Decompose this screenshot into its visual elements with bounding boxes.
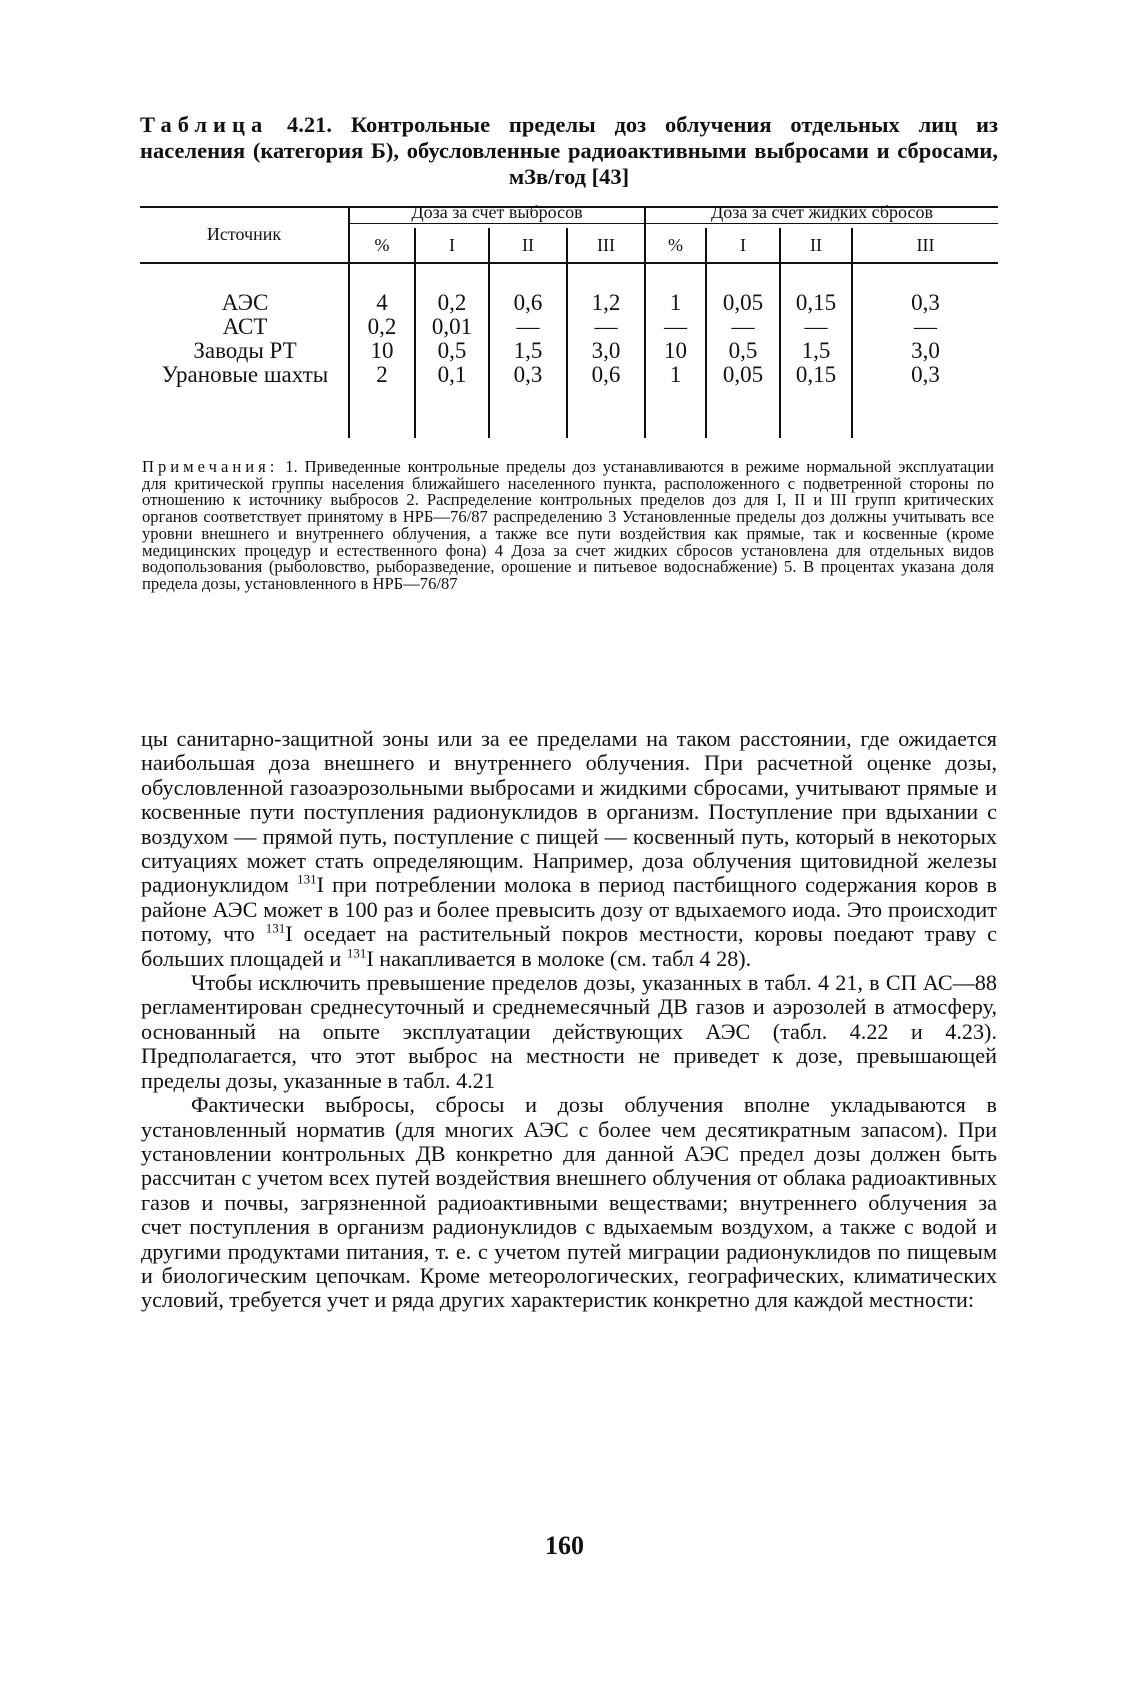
table-cell: 1,5 (801, 338, 831, 363)
table-cell: 3,0 (911, 338, 940, 363)
table-cell: 1,5 (513, 338, 543, 363)
table-cell: 0,5 (728, 338, 758, 363)
text-run: цы санитарно-защитной зоны или за ее пределами на таком расстоянии, где ожидается наибольшая доза внешнего и внутреннего облучения. При расчетной оценке дозы, обусловленной газоаэрозольными выбросами и жидкими сбросами, учитывают прямые и косвенные пути поступления радионуклидов в организм. Поступление при вдыхании с воздухом — прямой путь, поступление с пищей — косвенный путь, который в некоторых ситуациях может стать определяющим. Например, доза облучения щитовидной железы радионуклидом (141, 726, 997, 898)
table-cell: 0,01 (431, 314, 473, 339)
caption-text: Контрольные пределы доз облучения отдельных лиц из населения (категория Б), обусловленные радиоактивными выбросами и сбросами, мЗв/год [43] (140, 112, 998, 189)
body-text (141, 727, 997, 1313)
table-cell: 0,15 (795, 290, 837, 315)
source-cell: Заводы РТ (193, 338, 297, 363)
table-cell: 10 (664, 338, 687, 363)
table-cell: — (664, 314, 687, 339)
paragraph: Чтобы исключить превышение пределов дозы, указанных в табл. 4 21, в СП АС—88 регламентирован среднесуточный и среднемесячный ДВ газов и аэрозолей в атмосферу, основанный на опыте эксплуатации действующих АЭС (табл. 4.22 и 4.23). Предполагается, что этот выброс на местности не приведет к дозе, превышающей пределы дозы, указанные в табл. 4.21 (141, 970, 997, 1093)
table-cell: 4 (376, 290, 388, 315)
text-run: I накапливается в молоке (см. табл 4 28). (366, 945, 752, 971)
table-cell: 3,0 (591, 338, 621, 363)
table-cell: 0,5 (437, 338, 467, 363)
table-cell: 0,3 (911, 362, 940, 387)
paragraph (141, 727, 997, 971)
subheader-cell: III (916, 235, 935, 255)
paragraph: Фактически выбросы, сбросы и дозы облучения вполне укладываются в установленный норматив (для многих АЭС с более чем десятикратным запасом). При установлении контрольных ДВ конкретно для данной АЭС предел дозы должен быть рассчитан с учетом всех путей воздействия внешнего облучения от облака радиоактивных газов и почвы, загрязненной радиоактивными веществами; внутреннего облучения за счет поступления в организм радионуклидов с вдыхаемым воздухом, а также с водой и другими продуктами питания, т. е. с учетом путей миграции радионуклидов по пищевым и биологическим цепочкам. Кроме метеорологических, географических, климатических условий, требуется учет и ряда других характеристик конкретно для каждой местности: (141, 1092, 997, 1313)
table-header-rule (140, 262, 998, 264)
table-cell: 2 (376, 362, 388, 387)
table-cell: 10 (370, 338, 394, 363)
notes-text: 1. Приведенные контрольные пределы доз устанавливаются в режиме нормальной эксплуатации для критической группы населения ближайшего населенного пункта, расположенного с подветренной стороны по отношению к источнику выбросов 2. Распределение контрольных пределов доз для I, II и III групп критических органов соответствует принятому в НРБ—76/87 распределению 3 Установленные пределы доз должны учитывать все уровни внешнего и внутреннего облучения, а также все пути воздействия как прямые, так и косвенные (кроме медицинских процедур и естественного фона) 4 Доза за счет жидких сбросов установлена для отдельных видов водопользования (рыболовство, рыборазведение, орошение и питьевое водоснабжение) 5. В процентах указана доля предела дозы, установленного в НРБ—76/87 (142, 457, 994, 593)
subheader-cell: % (668, 235, 683, 255)
table-cell: 1 (669, 362, 682, 387)
table-cell: — (914, 314, 937, 339)
isotope-superscript: 131 (346, 945, 367, 961)
source-cell: АЭС (221, 290, 269, 315)
text-run: I оседает на растительный покров местности, коровы поедают траву с больших площадей и (141, 921, 997, 971)
subheader-cell: III (597, 235, 615, 255)
emissions-group-header: Доза за счет выбросов (411, 202, 583, 222)
table-cell: 0,15 (795, 362, 837, 387)
subheader-cell: % (374, 235, 390, 255)
dose-limits-table (140, 202, 998, 438)
table-cell: 1 (669, 290, 682, 315)
table-cell: 0,3 (513, 362, 543, 387)
isotope-superscript: 131 (265, 920, 286, 936)
text-run: I при потреблении молока в период пастбищного содержания коров в районе АЭС может в 100 раз и более превысить дозу от вдыхаемого иода. Это происходит потому, что (141, 872, 997, 947)
table-cell: — (516, 314, 540, 339)
source-cell: Урановые шахты (161, 362, 329, 387)
table-cell: 0,05 (722, 362, 764, 387)
source-header: Источник (206, 224, 282, 244)
table-cell: 0,6 (591, 362, 621, 387)
table-cell: 0,6 (513, 290, 543, 315)
subheader-cell: I (740, 235, 746, 255)
subheader-cell: I (449, 235, 455, 255)
subheader-cell: II (810, 235, 822, 255)
table-cell: 0,1 (437, 362, 467, 387)
table-cell: 0,2 (367, 314, 397, 339)
table-cell: — (731, 314, 755, 339)
caption-number: 4.21. (287, 112, 333, 137)
table-cell: — (804, 314, 828, 339)
table-cell: 0,2 (437, 290, 467, 315)
table-notes (142, 459, 994, 593)
notes-label: Примечания: (142, 457, 279, 476)
table-cell: 1,2 (591, 290, 621, 315)
table-cell: 0,3 (911, 290, 940, 315)
page-number: 160 (545, 1531, 584, 1560)
source-cell: АСТ (222, 314, 268, 339)
table-cell: — (594, 314, 618, 339)
subheader-cell: II (522, 235, 534, 255)
table-caption (140, 112, 998, 190)
liquid-group-header: Доза за счет жидких сбросов (711, 202, 933, 222)
caption-label: Таблица (140, 112, 269, 137)
isotope-superscript: 131 (297, 872, 317, 888)
table-cell: 0,05 (722, 290, 764, 315)
